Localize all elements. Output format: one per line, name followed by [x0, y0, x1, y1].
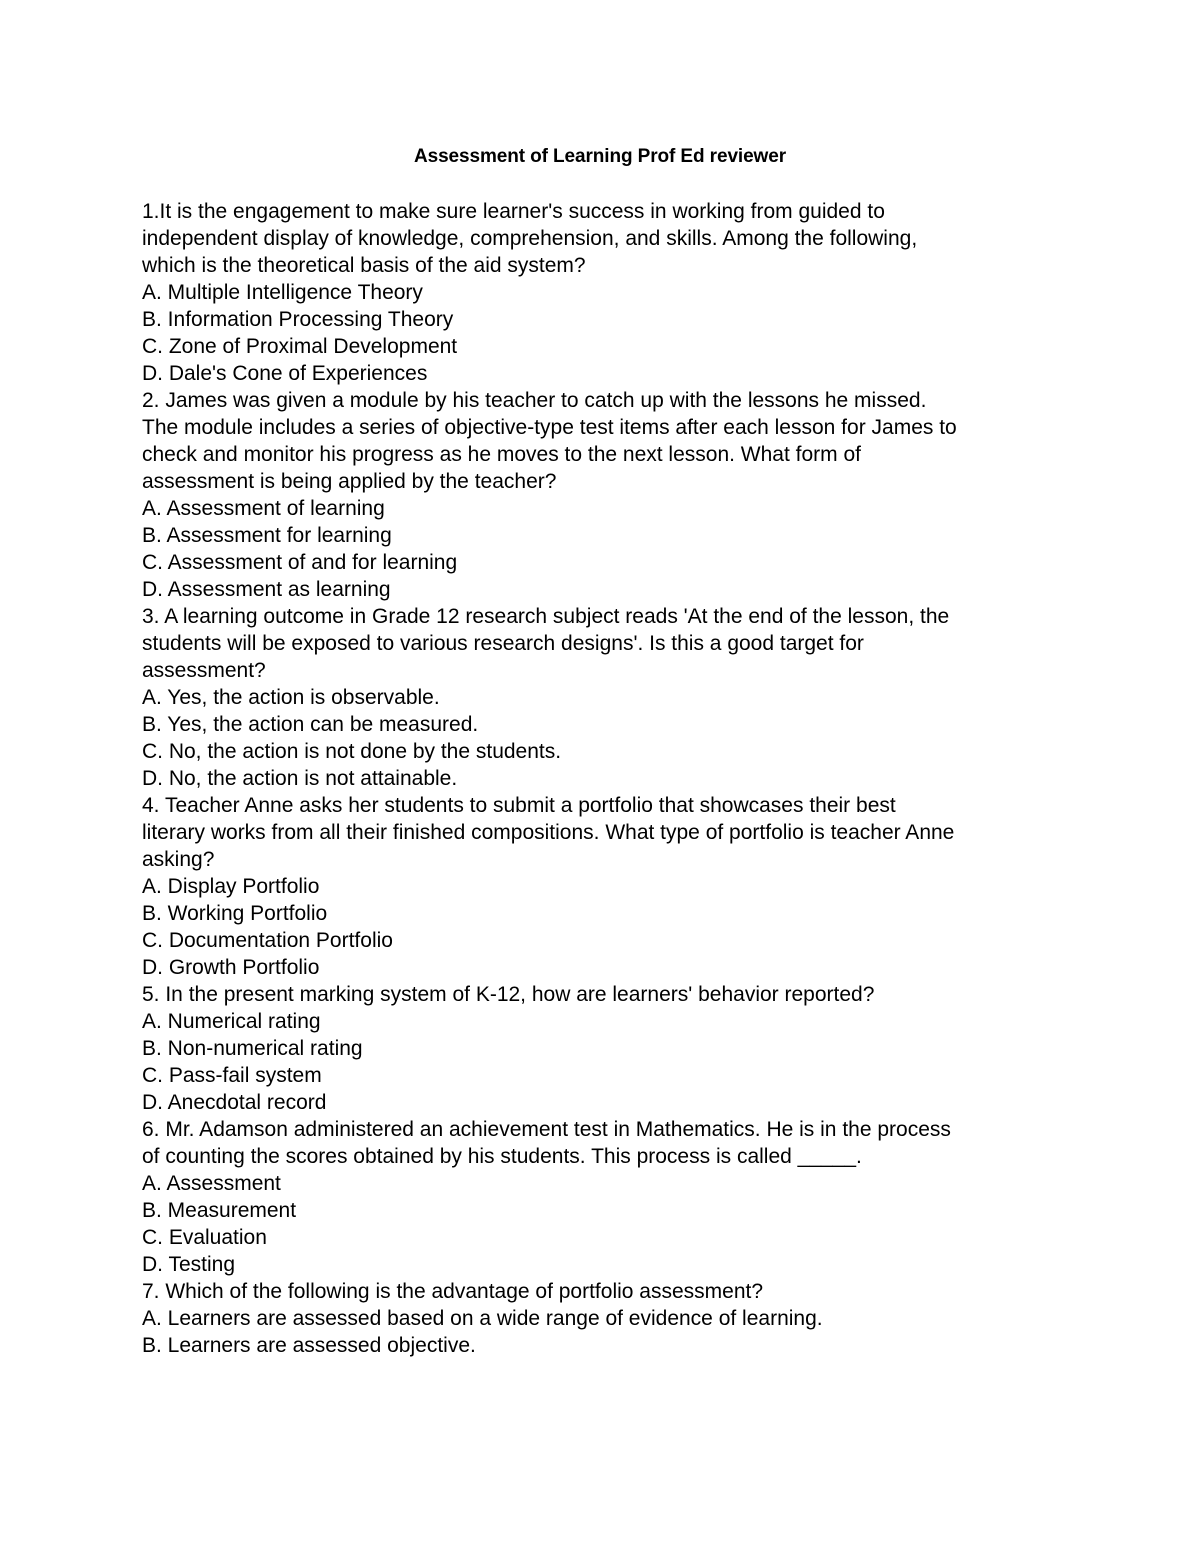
- text-line: D. No, the action is not attainable.: [142, 767, 458, 790]
- text-line: C. No, the action is not done by the students.: [142, 740, 562, 763]
- text-line: B. Information Processing Theory: [142, 308, 454, 331]
- text-line: B. Learners are assessed objective.: [142, 1334, 476, 1357]
- text-line: C. Evaluation: [142, 1226, 267, 1249]
- text-line: B. Measurement: [142, 1199, 297, 1222]
- document-body: [142, 198, 1072, 1359]
- text-line: A. Assessment: [142, 1172, 281, 1195]
- text-line: D. Growth Portfolio: [142, 956, 320, 979]
- text-line: B. Non-numerical rating: [142, 1037, 363, 1060]
- text-line: B. Assessment for learning: [142, 524, 392, 547]
- text-line: D. Assessment as learning: [142, 578, 391, 601]
- text-line: students will be exposed to various research designs'. Is this a good target for: [142, 632, 864, 655]
- text-line: D. Dale's Cone of Experiences: [142, 362, 428, 385]
- text-line: B. Working Portfolio: [142, 902, 328, 925]
- text-line: A. Multiple Intelligence Theory: [142, 281, 423, 304]
- text-line: A. Assessment of learning: [142, 497, 385, 520]
- text-line: D. Anecdotal record: [142, 1091, 327, 1114]
- text-line: 1.It is the engagement to make sure learner's success in working from guided to: [142, 200, 885, 223]
- text-line: 5. In the present marking system of K-12, how are learners' behavior reported?: [142, 983, 875, 1006]
- text-line: 6. Mr. Adamson administered an achievement test in Mathematics. He is in the process: [142, 1118, 951, 1141]
- text-line: C. Documentation Portfolio: [142, 929, 393, 952]
- text-line: independent display of knowledge, comprehension, and skills. Among the following,: [142, 227, 918, 250]
- text-line: 4. Teacher Anne asks her students to submit a portfolio that showcases their best: [142, 794, 896, 817]
- text-line: B. Yes, the action can be measured.: [142, 713, 479, 736]
- text-line: literary works from all their finished compositions. What type of portfolio is teacher Anne: [142, 821, 955, 844]
- text-line: of counting the scores obtained by his students. This process is called _____.: [142, 1145, 862, 1168]
- text-line: 3. A learning outcome in Grade 12 research subject reads 'At the end of the lesson, the: [142, 605, 950, 628]
- text-line: 2. James was given a module by his teacher to catch up with the lessons he missed.: [142, 389, 927, 412]
- text-line: A. Display Portfolio: [142, 875, 320, 898]
- text-line: C. Pass-fail system: [142, 1064, 322, 1087]
- text-line: C. Assessment of and for learning: [142, 551, 458, 574]
- text-line: check and monitor his progress as he moves to the next lesson. What form of: [142, 443, 862, 466]
- text-line: which is the theoretical basis of the aid system?: [142, 254, 586, 277]
- document-title: Assessment of Learning Prof Ed reviewer: [414, 146, 786, 167]
- text-line: assessment?: [142, 659, 266, 682]
- text-line: C. Zone of Proximal Development: [142, 335, 458, 358]
- text-line: asking?: [142, 848, 215, 871]
- text-line: A. Yes, the action is observable.: [142, 686, 440, 709]
- text-line: The module includes a series of objective-type test items after each lesson for James to: [142, 416, 957, 439]
- text-line: D. Testing: [142, 1253, 235, 1276]
- text-line: assessment is being applied by the teacher?: [142, 470, 557, 493]
- text-line: A. Numerical rating: [142, 1010, 321, 1033]
- text-line: A. Learners are assessed based on a wide range of evidence of learning.: [142, 1307, 823, 1330]
- text-line: 7. Which of the following is the advantage of portfolio assessment?: [142, 1280, 764, 1303]
